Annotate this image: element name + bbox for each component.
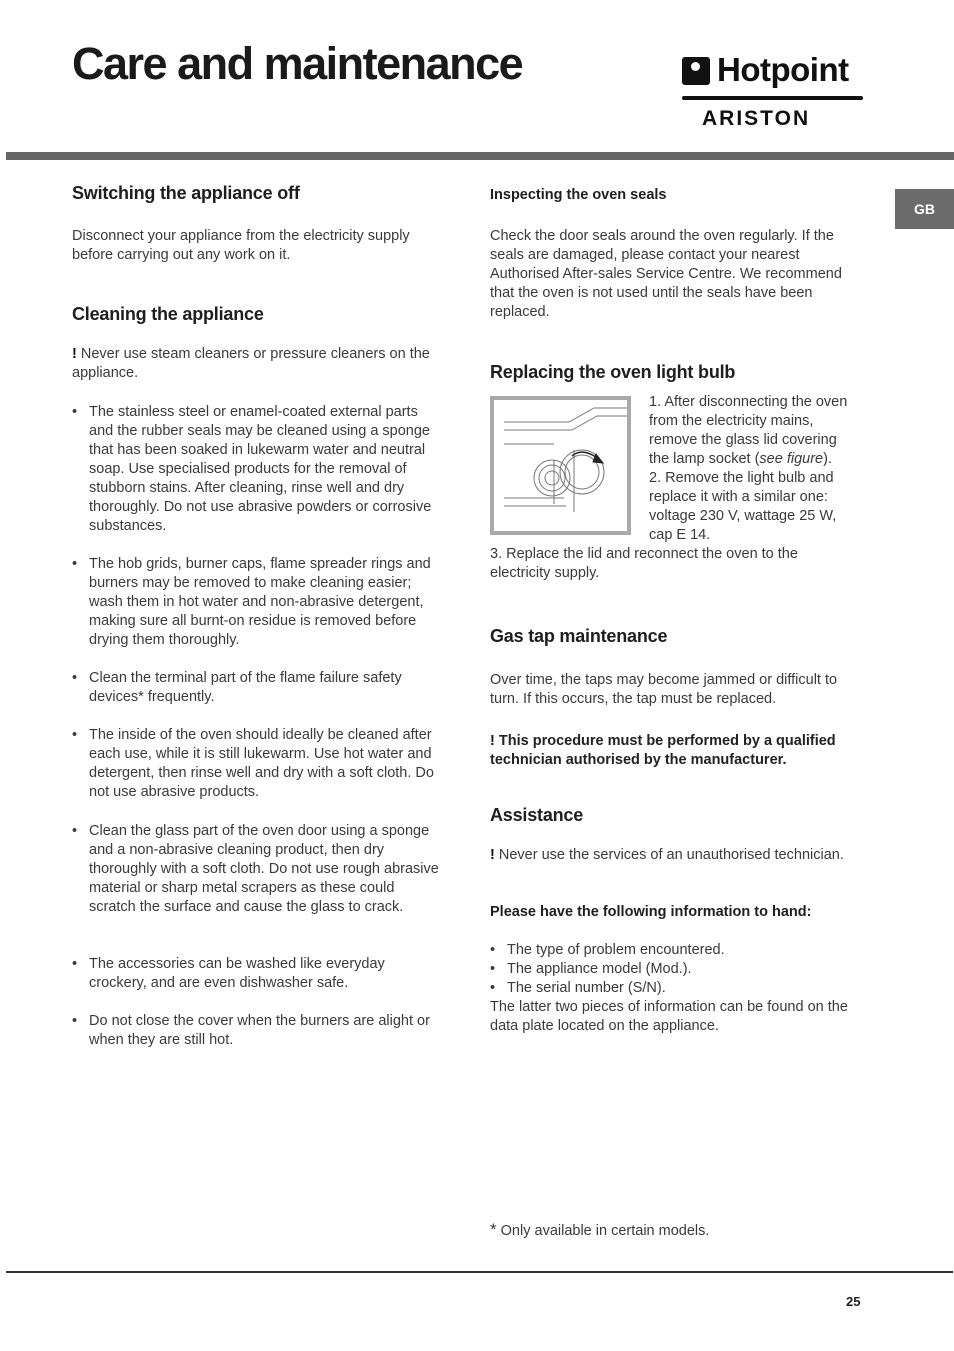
assistance-note: The latter two pieces of information can be found on the data plate located on the appliance. — [490, 999, 848, 1034]
assistance-warning-text: Never use the services of an unauthorised technician. — [498, 847, 844, 863]
cleaning-warning — [72, 345, 442, 383]
logo-square-icon — [682, 57, 710, 85]
cleaning-list — [72, 726, 442, 802]
seals-heading: Inspecting the oven seals — [490, 187, 667, 203]
cleaning-list — [72, 403, 442, 536]
cleaning-list — [72, 955, 442, 993]
bulb-step-1-end: ). — [823, 451, 832, 467]
gas-tap-heading: Gas tap maintenance — [490, 626, 668, 646]
assistance-warning — [490, 846, 862, 865]
cleaning-list — [72, 555, 442, 650]
hotpoint-ariston-logo — [682, 51, 864, 131]
footnote-mark: * — [490, 1220, 497, 1239]
list-item: • Clean the terminal part of the flame failure safety devices* frequently. — [72, 669, 442, 707]
bulb-step-3: 3. Replace the lid and reconnect the oven to the electricity supply. — [490, 546, 798, 581]
bulb-steps — [649, 393, 859, 545]
list-item: • The type of problem encountered. — [490, 941, 862, 960]
warning-mark: ! — [72, 346, 77, 362]
warning-mark: ! — [490, 733, 495, 749]
footnote-text: Only available in certain models. — [500, 1223, 710, 1239]
cleaning-heading: Cleaning the appliance — [72, 304, 264, 324]
footnote — [490, 1220, 862, 1241]
list-item: • The accessories can be washed like everyday crockery, and are even dishwasher safe. — [72, 955, 442, 993]
switching-off-text: Disconnect your appliance from the electricity supply before carrying out any work on it. — [72, 228, 410, 263]
assistance-heading: Assistance — [490, 805, 584, 825]
list-item: • Clean the glass part of the oven door using a sponge and a non-abrasive cleaning product, then dry thoroughly with a soft cloth. Do not use rough abrasive material or sharp metal scrapers as these could scratch the surface and cause the glass to crack. — [72, 822, 442, 917]
seals-text: Check the door seals around the oven regularly. If the seals are damaged, please contact your nearest Authorised After-sales Service Centre. We recommend that the oven is not used until the seals have been replaced. — [490, 228, 842, 320]
bulb-step-1-text: 1. After disconnecting the oven from the electricity mains, remove the glass lid covering the lamp socket ( — [649, 394, 848, 467]
list-item: • The inside of the oven should ideally be cleaned after each use, while it is still lukewarm. Use hot water and detergent, then rinse well and dry with a soft cloth. Do not use abrasive products. — [72, 726, 442, 802]
assistance-list — [490, 941, 862, 998]
language-tab: GB — [895, 189, 954, 229]
bulb-step-1 — [649, 394, 847, 467]
cleaning-warning-text: Never use steam cleaners or pressure cleaners on the appliance. — [72, 346, 430, 381]
logo-sub: ARISTON — [702, 107, 811, 130]
cleaning-list — [72, 822, 442, 917]
bulb-step-2: 2. Remove the light bulb and replace it with a similar one: voltage 230 V, wattage 25 W, cap E 14. — [649, 470, 837, 543]
warning-mark: ! — [490, 847, 495, 863]
assistance-info-heading: Please have the following information to hand: — [490, 904, 812, 920]
page-title: Care and maintenance — [72, 38, 523, 89]
bulb-step-1-see-figure: see figure — [759, 451, 824, 467]
logo-brand: Hotpoint — [717, 51, 849, 88]
cleaning-list — [72, 1012, 442, 1050]
list-item: • The appliance model (Mod.). — [490, 960, 862, 979]
list-item: • The stainless steel or enamel-coated external parts and the rubber seals may be cleaned using a sponge that has been soaked in lukewarm water and neutral soap. Use specialised products for the removal of stubborn stains. After cleaning, rinse well and dry thoroughly. Do not use abrasive powders or corrosive substances. — [72, 403, 442, 536]
gas-tap-text: Over time, the taps may become jammed or difficult to turn. If this occurs, the tap must be replaced. — [490, 672, 838, 707]
gas-tap-warning — [490, 732, 862, 770]
switching-off-heading: Switching the appliance off — [72, 183, 300, 203]
gas-tap-warning-text: This procedure must be performed by a qualified technician authorised by the manufacturer. — [490, 733, 836, 768]
list-item: • The hob grids, burner caps, flame spreader rings and burners may be removed to make cleaning easier; wash them in hot water and non-abrasive detergent, making sure all burnt-on residue is removed before drying them thoroughly. — [72, 555, 442, 650]
list-item: • Do not close the cover when the burners are alight or when they are still hot. — [72, 1012, 442, 1050]
lamp-socket-illustration-icon — [494, 400, 627, 531]
bulb-heading: Replacing the oven light bulb — [490, 362, 736, 382]
page-number: 25 — [846, 1294, 861, 1309]
lamp-socket-figure — [490, 396, 631, 535]
cleaning-list — [72, 669, 442, 707]
footer-divider — [6, 1271, 953, 1273]
list-item: • The serial number (S/N). — [490, 979, 862, 998]
header-divider — [6, 152, 954, 160]
logo-bar — [682, 96, 863, 100]
